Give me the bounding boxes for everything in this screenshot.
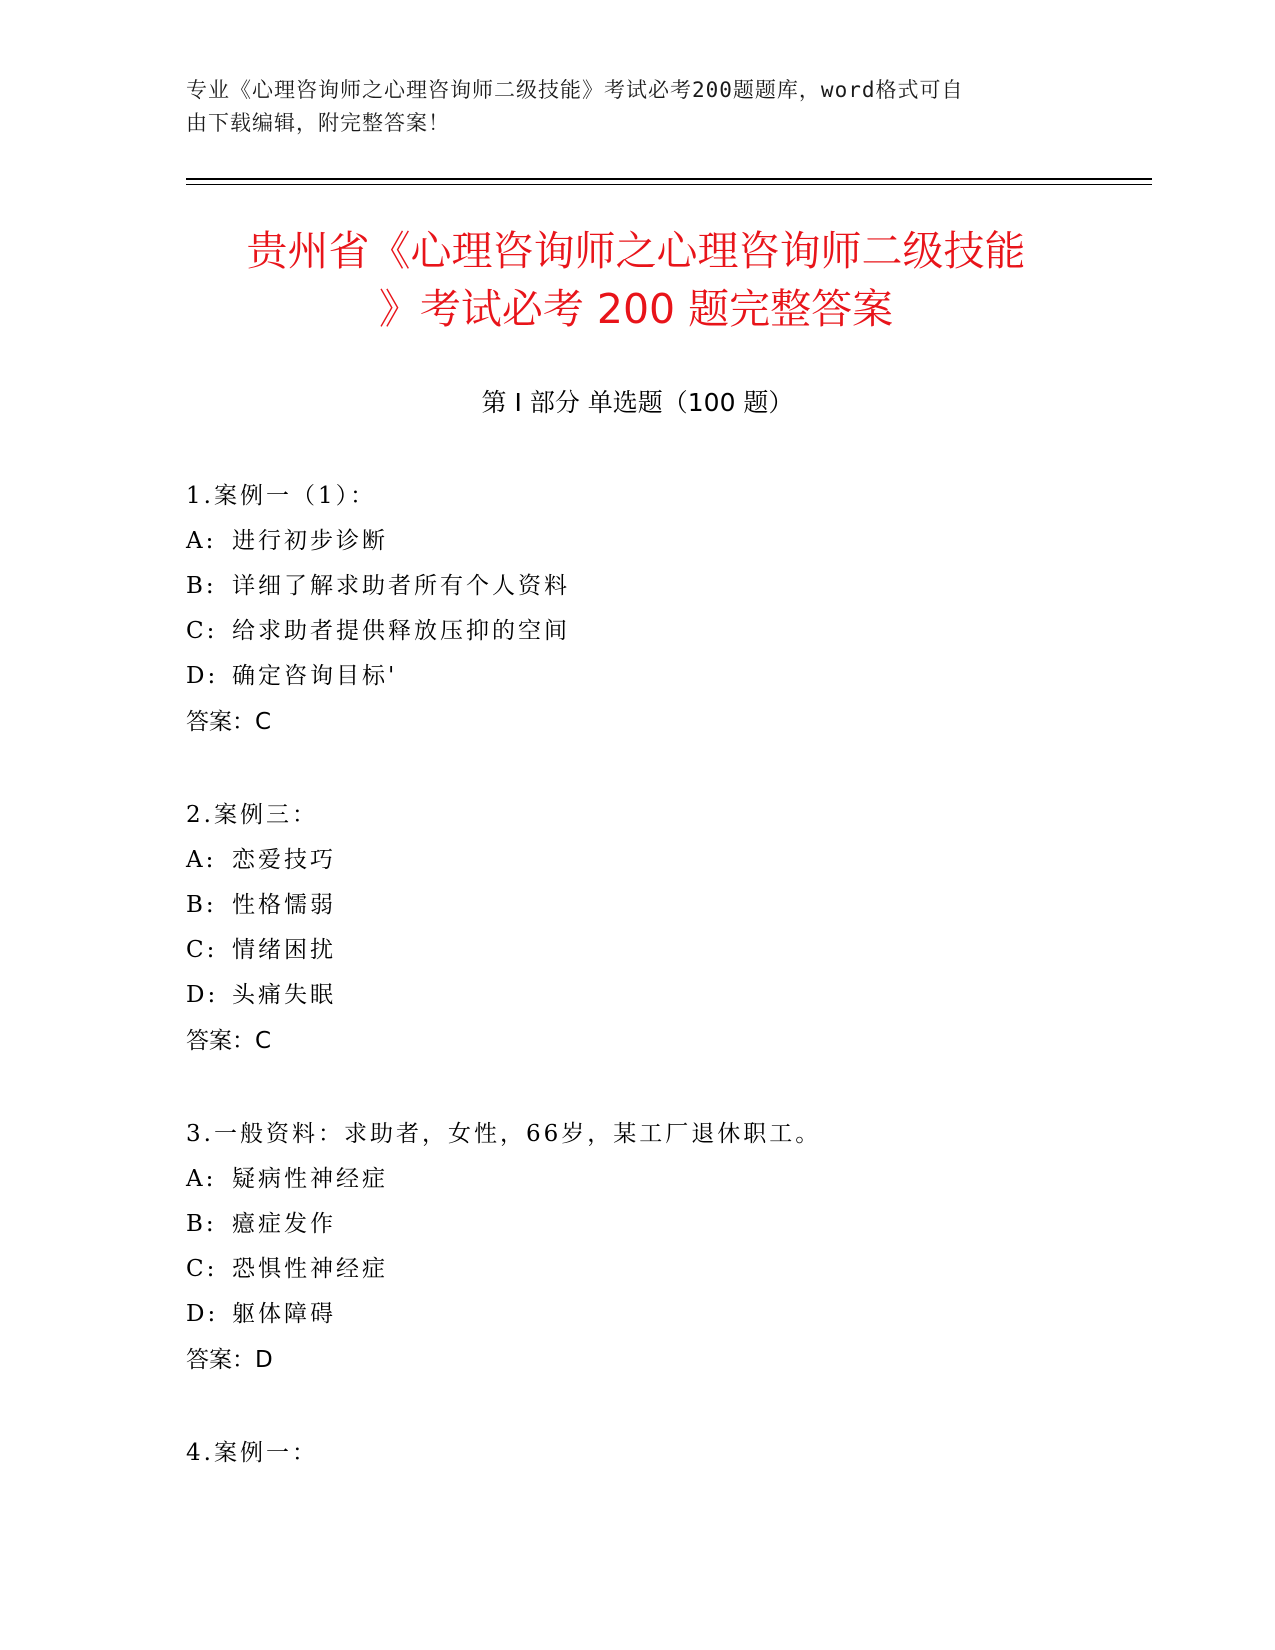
option-text: 进行初步诊断 xyxy=(232,528,388,554)
option-letter: B: xyxy=(186,1211,217,1237)
question-4 xyxy=(186,1431,1126,1476)
option-b xyxy=(186,883,1126,928)
answer-text: 答案：C xyxy=(186,709,272,735)
section-title: 第 I 部分 单选题（100 题） xyxy=(481,388,794,417)
option-letter: C: xyxy=(186,1256,218,1282)
header-note xyxy=(186,74,1066,140)
question-stem: 2.案例三： xyxy=(186,802,318,828)
answer-text: 答案：D xyxy=(186,1347,273,1373)
question-stem: 3.一般资料：求助者，女性，66岁，某工厂退休职工。 xyxy=(186,1121,822,1147)
option-c xyxy=(186,1247,1126,1292)
option-c xyxy=(186,928,1126,973)
option-b xyxy=(186,1202,1126,1247)
option-text: 情绪困扰 xyxy=(232,937,336,963)
option-d xyxy=(186,654,1126,699)
option-letter: C: xyxy=(186,937,218,963)
option-letter: B: xyxy=(186,892,217,918)
option-letter: C: xyxy=(186,618,218,644)
option-letter: B: xyxy=(186,573,217,599)
document-title-line2: 》考试必考 200 题完整答案 xyxy=(378,285,894,333)
document-title-line1: 贵州省《心理咨询师之心理咨询师二级技能 xyxy=(246,227,1026,275)
option-text: 详细了解求助者所有个人资料 xyxy=(232,573,570,599)
question-3 xyxy=(186,1112,1126,1383)
header-note-line1: 专业《心理咨询师之心理咨询师二级技能》考试必考200题题库，word格式可自 xyxy=(186,78,964,102)
option-d xyxy=(186,973,1126,1018)
question-stem: 1.案例一（1）： xyxy=(186,483,377,509)
option-text: 癔症发作 xyxy=(232,1211,336,1237)
option-letter: A: xyxy=(186,528,217,554)
option-text: 恋爱技巧 xyxy=(232,847,336,873)
option-letter: D: xyxy=(186,663,219,689)
option-text: 躯体障碍 xyxy=(232,1301,336,1327)
option-letter: D: xyxy=(186,982,219,1008)
header-divider-thick xyxy=(186,178,1152,180)
option-a xyxy=(186,1157,1126,1202)
option-text: 头痛失眠 xyxy=(232,982,336,1008)
answer-text: 答案：C xyxy=(186,1028,272,1054)
option-text: 恐惧性神经症 xyxy=(232,1256,388,1282)
question-stem: 4.案例一： xyxy=(186,1440,318,1466)
document-title xyxy=(186,222,1086,338)
option-a xyxy=(186,519,1126,564)
option-text: 疑病性神经症 xyxy=(232,1166,388,1192)
option-text: 性格懦弱 xyxy=(232,892,336,918)
option-a xyxy=(186,838,1126,883)
option-letter: A: xyxy=(186,847,217,873)
question-2 xyxy=(186,793,1126,1064)
option-text: 给求助者提供释放压抑的空间 xyxy=(232,618,570,644)
option-d xyxy=(186,1292,1126,1337)
option-b xyxy=(186,564,1126,609)
option-c xyxy=(186,609,1126,654)
option-letter: A: xyxy=(186,1166,217,1192)
option-letter: D: xyxy=(186,1301,219,1327)
header-divider-thin xyxy=(186,184,1152,185)
question-list xyxy=(186,474,1126,1524)
question-1 xyxy=(186,474,1126,745)
header-note-line2: 由下载编辑，附完整答案！ xyxy=(186,111,450,135)
option-text: 确定咨询目标' xyxy=(232,663,398,689)
